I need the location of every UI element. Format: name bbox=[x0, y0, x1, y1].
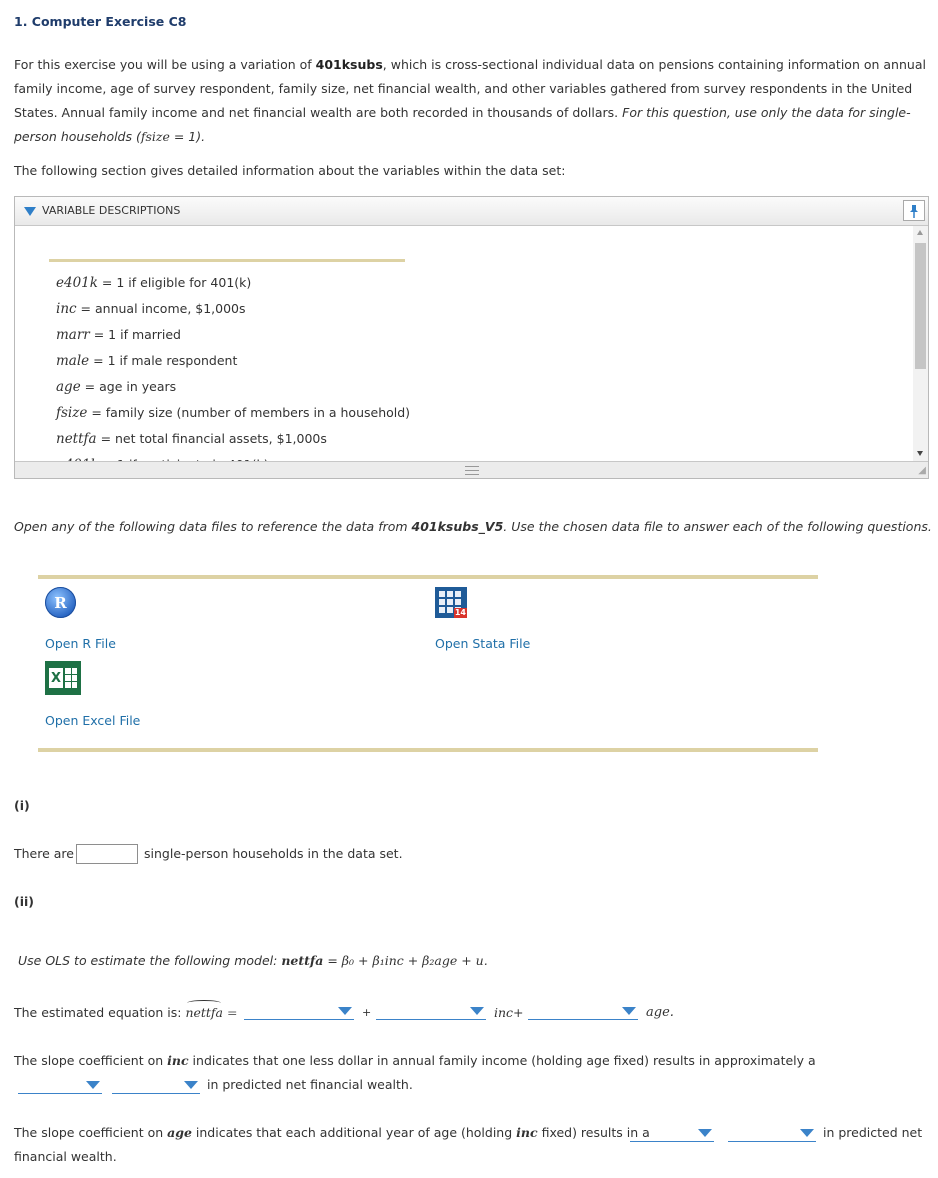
part-ii-label: (ii) bbox=[14, 894, 34, 909]
files-top-divider bbox=[38, 575, 818, 579]
age-term: age. bbox=[646, 1005, 674, 1020]
r-file-icon[interactable]: R bbox=[45, 587, 76, 618]
resize-corner-icon[interactable]: ◢ bbox=[918, 465, 926, 476]
stata-version-badge: 14 bbox=[454, 608, 466, 617]
estimated-lhs: nettfa bbox=[185, 1005, 224, 1020]
collapse-triangle-icon[interactable] bbox=[24, 207, 36, 216]
variable-descriptions-panel bbox=[14, 196, 929, 479]
dataset-file-name: 401ksubs_V5 bbox=[411, 519, 504, 534]
model-rhs: = β₀ + β₁inc + β₂age + u. bbox=[323, 953, 488, 968]
intro-instruction-var: fsize bbox=[140, 129, 170, 144]
inc-slope-tail: in predicted net financial wealth. bbox=[207, 1077, 413, 1092]
open-stata-file-link[interactable]: Open Stata File bbox=[435, 636, 531, 651]
variable-description: = annual income, $1,000s bbox=[76, 301, 246, 316]
variable-row bbox=[56, 400, 410, 426]
files-bottom-divider bbox=[38, 748, 818, 752]
open-r-file-link[interactable]: Open R File bbox=[45, 636, 116, 651]
variable-description: = family size (number of members in a household) bbox=[87, 405, 411, 420]
age-coefficient-dropdown[interactable] bbox=[528, 1003, 638, 1020]
stata-file-icon[interactable] bbox=[435, 587, 467, 618]
age-slope-tail-2: financial wealth. bbox=[14, 1149, 117, 1164]
intercept-dropdown[interactable] bbox=[244, 1003, 354, 1020]
inc-slope-amount-dropdown[interactable] bbox=[18, 1077, 102, 1094]
chevron-down-icon[interactable] bbox=[86, 1081, 100, 1089]
chevron-down-icon[interactable] bbox=[698, 1129, 712, 1137]
model-lhs: nettfa bbox=[281, 953, 324, 968]
pin-icon[interactable] bbox=[903, 200, 925, 221]
inc-coefficient-dropdown[interactable] bbox=[376, 1003, 486, 1020]
variable-description: = age in years bbox=[80, 379, 177, 394]
chevron-down-icon[interactable] bbox=[184, 1081, 198, 1089]
panel-header[interactable] bbox=[15, 197, 928, 226]
resize-grip-icon[interactable] bbox=[465, 466, 479, 475]
panel-scrollbar[interactable] bbox=[913, 226, 928, 462]
section-intro: The following section gives detailed information about the variables within the data set: bbox=[14, 163, 566, 178]
intro-text-2: , which is cross-sectional individual data on pensions containing information on annual family income, age of survey respondent, family size, net financial wealth, and other variables gathered from survey respondents in the United States. Annual family income and net financial wealth are both recorded in thousands of dollars. bbox=[14, 57, 926, 120]
variable-description: = 1 if male respondent bbox=[89, 353, 238, 368]
variable-name: nettfa bbox=[56, 431, 97, 447]
dataset-name: 401ksubs bbox=[315, 57, 383, 72]
variable-description: = 1 if eligible for 401(k) bbox=[97, 275, 252, 290]
age-slope-tail: in predicted net bbox=[823, 1125, 923, 1140]
intro-instruction-eq: = 1). bbox=[169, 129, 206, 144]
chevron-down-icon[interactable] bbox=[338, 1007, 352, 1015]
variable-description: = 1 if married bbox=[89, 327, 181, 342]
variable-row bbox=[56, 322, 410, 348]
variable-name: inc bbox=[56, 301, 77, 317]
variable-name: marr bbox=[56, 327, 90, 343]
inc-slope-direction-dropdown[interactable] bbox=[112, 1077, 200, 1094]
excel-file-icon[interactable]: X bbox=[45, 661, 81, 695]
scroll-thumb[interactable] bbox=[915, 243, 926, 369]
variable-row bbox=[56, 270, 410, 296]
variable-row bbox=[56, 348, 410, 374]
variable-row bbox=[56, 426, 410, 452]
chevron-down-icon[interactable] bbox=[622, 1007, 636, 1015]
panel-title[interactable]: VARIABLE DESCRIPTIONS bbox=[42, 204, 181, 217]
intro-instruction: For this question, use only the data for single-person households ( bbox=[14, 105, 911, 144]
open-excel-file-link[interactable]: Open Excel File bbox=[45, 713, 141, 728]
inc-term: inc+ bbox=[494, 1005, 524, 1020]
scroll-up-icon[interactable] bbox=[917, 230, 923, 235]
open-files-instruction: Open any of the following data files to reference the data from 401ksubs_V5. Use the chosen data file to answer each of the following questions. bbox=[14, 519, 932, 534]
inc-slope-sentence: The slope coefficient on inc indicates that one less dollar in annual family income (holding age fixed) results in approximately a bbox=[14, 1053, 816, 1068]
age-slope-amount-dropdown[interactable] bbox=[630, 1125, 714, 1142]
part-i-before-text: There are bbox=[14, 846, 74, 861]
panel-footer bbox=[15, 461, 928, 478]
plus-sign: + bbox=[362, 1006, 372, 1019]
variable-name: fsize bbox=[56, 405, 88, 421]
estimated-equation-label: The estimated equation is: nettfa = bbox=[14, 1005, 238, 1020]
scroll-down-icon[interactable] bbox=[917, 451, 923, 456]
exercise-title: 1. Computer Exercise C8 bbox=[14, 14, 187, 29]
intro-paragraph bbox=[14, 53, 930, 149]
model-statement: Use OLS to estimate the following model: nettfa = β₀ + β₁inc + β₂age + u. bbox=[18, 953, 488, 968]
variable-name: e401k bbox=[56, 275, 98, 291]
households-count-input[interactable] bbox=[76, 844, 138, 864]
panel-body bbox=[15, 226, 913, 462]
part-i-label: (i) bbox=[14, 798, 30, 813]
variable-name: male bbox=[56, 353, 90, 369]
variable-row bbox=[56, 374, 410, 400]
variable-name: age bbox=[56, 379, 81, 395]
age-slope-direction-dropdown[interactable] bbox=[728, 1125, 816, 1142]
variable-list bbox=[56, 270, 410, 478]
chevron-down-icon[interactable] bbox=[470, 1007, 484, 1015]
variable-row bbox=[56, 296, 410, 322]
age-slope-sentence: The slope coefficient on age indicates that each additional year of age (holding inc fixed) results in a bbox=[14, 1125, 650, 1140]
variable-description: = net total financial assets, $1,000s bbox=[96, 431, 327, 446]
divider bbox=[49, 259, 405, 262]
part-i-after-text: single-person households in the data set. bbox=[144, 846, 403, 861]
intro-text: For this exercise you will be using a variation of bbox=[14, 57, 316, 72]
chevron-down-icon[interactable] bbox=[800, 1129, 814, 1137]
